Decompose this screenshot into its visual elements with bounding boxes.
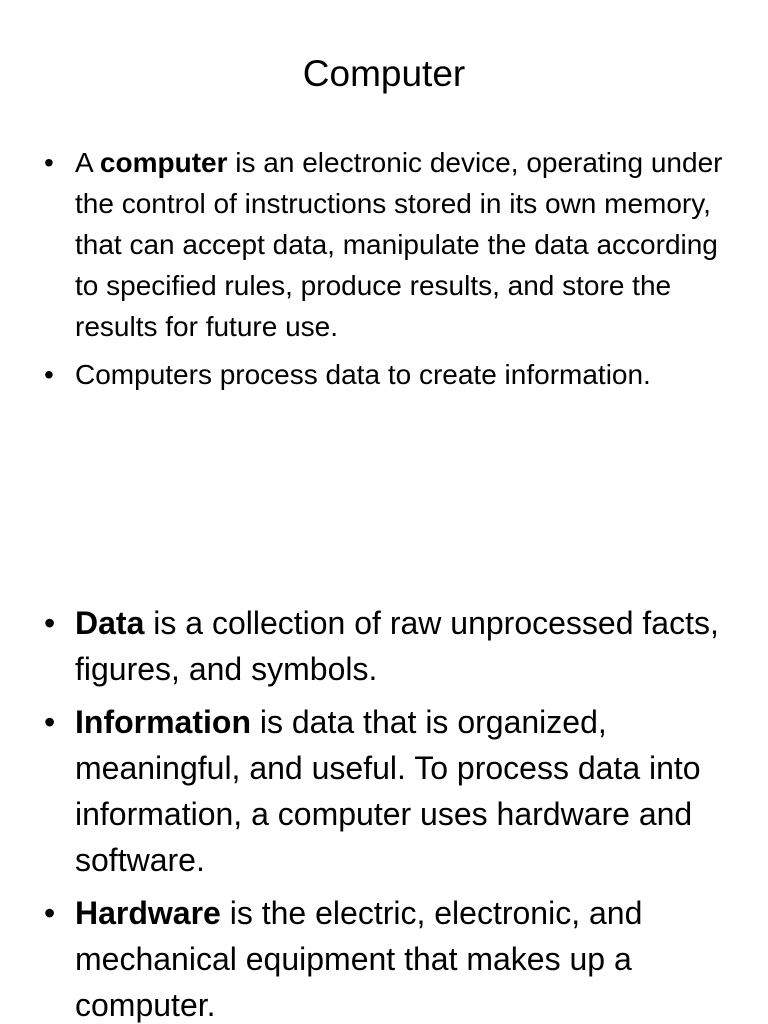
bullet-prefix: A [75,147,100,178]
bullet-list-definitions [0,600,740,1024]
bullet-term: computer [99,147,228,178]
bullet-text: is a collection of raw unprocessed facts, figures, and symbols. [75,605,719,687]
bullet-term: Hardware [75,895,221,931]
bullet-icon: • [44,147,54,178]
slide-title: Computer [302,53,466,94]
bullet-term: Information [75,704,251,740]
bullet-text: is the electric, electronic, and mechanical equipment that makes up a computer. [75,895,643,1023]
bullet-text: is data that is organized, meaningful, and useful. To process data into information, a computer uses hardware and software. [75,704,701,878]
bullet-icon: • [44,359,54,390]
bullet-item [0,354,740,395]
bullet-icon: • [44,605,56,641]
bullet-list-computer [0,142,740,402]
bullet-item [0,142,740,347]
bullet-item [0,600,740,692]
bullet-icon: • [44,704,56,740]
bullet-item [0,890,740,1024]
bullet-term: Data [75,605,145,641]
bullet-text: is an electronic device, operating under the control of instructions stored in its own memory, that can accept data, manipulate the data according to specified rules, produce results, and store the results for future use. [75,147,723,342]
bullet-text: Computers process data to create information. [75,359,651,390]
bullet-item [0,699,740,883]
bullet-icon: • [44,895,56,931]
